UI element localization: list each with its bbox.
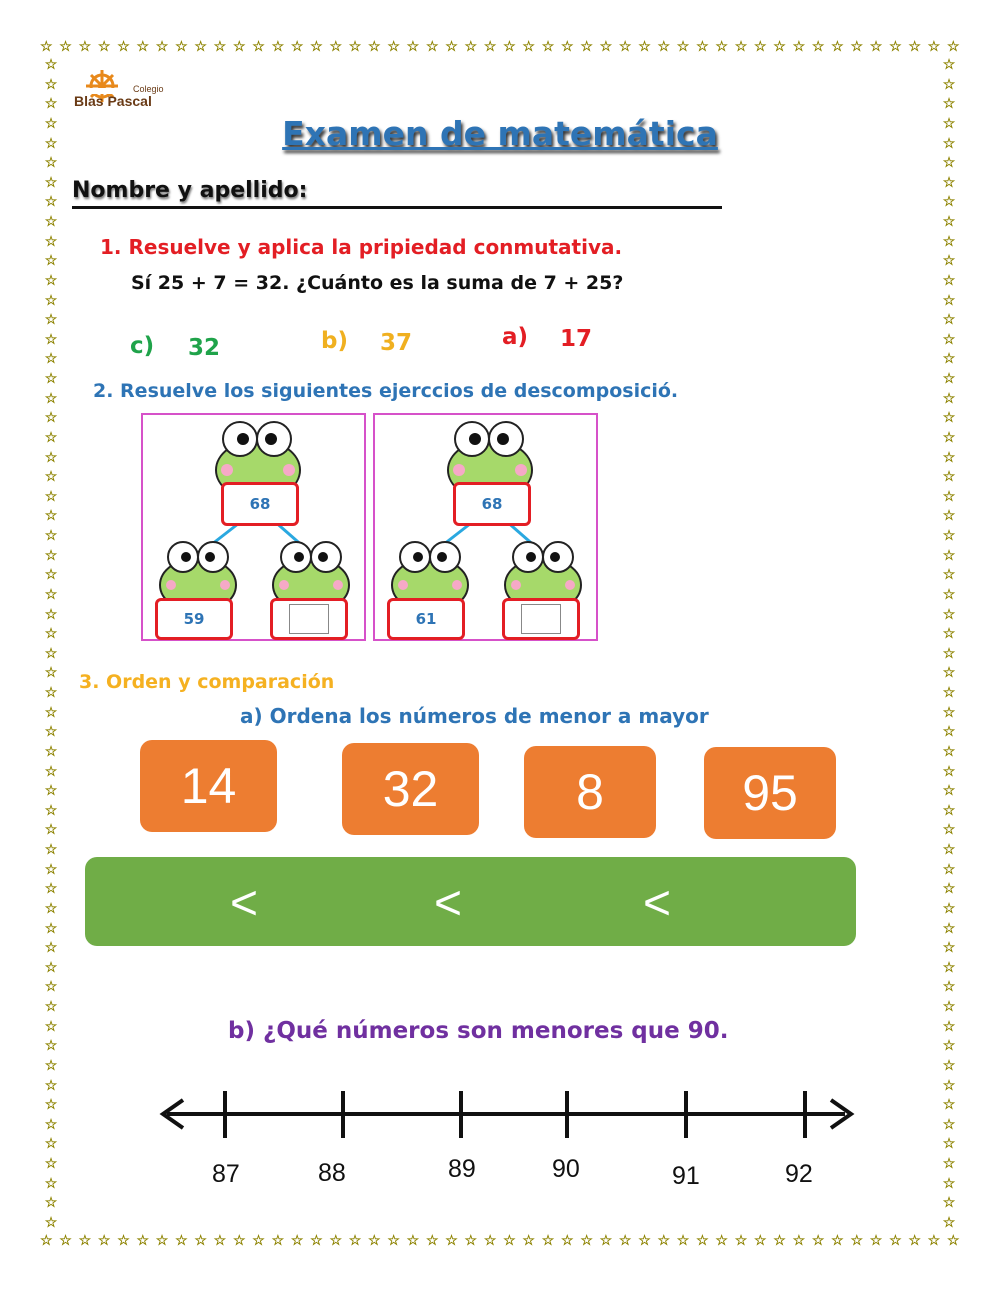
page-title: Examen de matemática	[282, 114, 718, 153]
star-icon: ☆	[425, 1233, 439, 1249]
star-icon: ☆	[44, 743, 58, 760]
star-icon: ☆	[44, 155, 58, 172]
star-icon: ☆	[44, 174, 58, 191]
star-icon: ☆	[483, 1233, 497, 1249]
star-border-left	[40, 58, 62, 1230]
star-icon: ☆	[44, 783, 58, 800]
star-icon: ☆	[117, 39, 130, 55]
star-icon: ☆	[657, 39, 671, 55]
star-icon: ☆	[942, 174, 956, 191]
star-icon: ☆	[942, 763, 956, 780]
star-icon: ☆	[44, 665, 58, 682]
star-icon: ☆	[811, 1233, 825, 1249]
star-icon: ☆	[753, 39, 767, 55]
star-icon: ☆	[942, 194, 956, 211]
number-line	[155, 1085, 860, 1145]
star-icon: ☆	[942, 645, 956, 662]
star-icon: ☆	[464, 1233, 478, 1249]
star-icon: ☆	[290, 39, 304, 55]
star-icon: ☆	[869, 39, 883, 55]
star-icon: ☆	[942, 57, 956, 73]
star-icon: ☆	[44, 1175, 58, 1192]
star-icon: ☆	[946, 39, 960, 55]
star-icon: ☆	[942, 429, 956, 446]
number-tile-14[interactable]: 14	[140, 740, 277, 832]
star-icon: ☆	[44, 410, 58, 427]
numline-label-91[interactable]: 91	[672, 1162, 700, 1190]
star-icon: ☆	[44, 1156, 58, 1172]
star-icon: ☆	[811, 39, 825, 55]
star-icon: ☆	[44, 704, 58, 721]
star-icon: ☆	[310, 39, 323, 55]
star-icon: ☆	[44, 429, 58, 446]
star-icon: ☆	[618, 1233, 632, 1249]
star-icon: ☆	[715, 1233, 728, 1249]
star-icon: ☆	[329, 1233, 343, 1249]
ordering-drop-zone[interactable]	[85, 857, 856, 946]
star-icon: ☆	[464, 39, 478, 55]
star-icon: ☆	[942, 547, 956, 564]
star-icon: ☆	[44, 1195, 58, 1212]
star-icon: ☆	[97, 39, 111, 55]
star-icon: ☆	[44, 567, 58, 584]
star-icon: ☆	[753, 1233, 767, 1249]
star-icon: ☆	[503, 1233, 516, 1249]
star-icon: ☆	[942, 724, 956, 741]
star-icon: ☆	[425, 39, 439, 55]
star-icon: ☆	[136, 39, 150, 55]
star-icon: ☆	[44, 76, 58, 93]
star-icon: ☆	[44, 1077, 58, 1094]
star-icon: ☆	[44, 57, 58, 73]
star-icon: ☆	[618, 39, 632, 55]
star-icon: ☆	[44, 1018, 58, 1035]
star-icon: ☆	[927, 1233, 941, 1249]
star-icon: ☆	[942, 528, 956, 544]
option-c-value[interactable]: 32	[188, 335, 221, 361]
star-icon: ☆	[44, 331, 58, 348]
star-icon: ☆	[44, 842, 58, 858]
option-a-letter[interactable]: a)	[502, 324, 529, 350]
star-icon: ☆	[445, 1233, 458, 1249]
tree-2-answer-input[interactable]	[521, 604, 561, 634]
star-icon: ☆	[561, 1233, 574, 1249]
numline-label-88[interactable]: 88	[318, 1159, 346, 1187]
star-icon: ☆	[329, 39, 343, 55]
star-icon: ☆	[136, 1233, 150, 1249]
star-icon: ☆	[850, 1233, 864, 1249]
star-icon: ☆	[348, 1233, 362, 1249]
star-icon: ☆	[942, 979, 956, 996]
star-icon: ☆	[44, 979, 58, 996]
star-icon: ☆	[942, 115, 956, 132]
star-icon: ☆	[44, 115, 58, 132]
star-icon: ☆	[942, 253, 956, 270]
star-icon: ☆	[676, 39, 690, 55]
star-icon: ☆	[44, 1038, 58, 1055]
star-icon: ☆	[44, 920, 58, 937]
star-icon: ☆	[44, 528, 58, 544]
star-icon: ☆	[44, 586, 58, 603]
star-icon: ☆	[59, 1233, 72, 1249]
star-icon: ☆	[657, 1233, 671, 1249]
star-icon: ☆	[44, 96, 58, 113]
star-icon: ☆	[942, 233, 956, 250]
star-icon: ☆	[908, 39, 921, 55]
numline-label-87[interactable]: 87	[212, 1160, 240, 1188]
star-icon: ☆	[44, 645, 58, 662]
star-border-bottom	[40, 1230, 960, 1252]
star-icon: ☆	[638, 1233, 651, 1249]
star-icon: ☆	[580, 39, 593, 55]
numline-label-92[interactable]: 92	[785, 1160, 813, 1188]
number-tile-8[interactable]: 8	[524, 746, 656, 838]
star-icon: ☆	[908, 1233, 921, 1249]
star-icon: ☆	[599, 1233, 613, 1249]
star-icon: ☆	[44, 881, 58, 898]
star-icon: ☆	[942, 665, 956, 682]
star-icon: ☆	[676, 1233, 690, 1249]
star-icon: ☆	[942, 842, 956, 858]
logo-small-text: Colegio	[133, 84, 164, 94]
star-icon: ☆	[599, 39, 613, 55]
star-icon: ☆	[348, 39, 362, 55]
star-icon: ☆	[942, 1156, 956, 1172]
star-icon: ☆	[580, 1233, 593, 1249]
tree-2-left-number: 61	[387, 598, 465, 640]
star-icon: ☆	[942, 685, 956, 701]
tree-2-right-answer-box[interactable]	[502, 598, 580, 640]
star-icon: ☆	[44, 940, 58, 957]
star-icon: ☆	[942, 586, 956, 603]
star-icon: ☆	[942, 312, 956, 329]
star-icon: ☆	[522, 39, 535, 55]
option-b-value[interactable]: 37	[380, 330, 413, 356]
question-1-statement: Sí 25 + 7 = 32. ¿Cuánto es la suma de 7 + 25?	[131, 272, 624, 294]
star-icon: ☆	[942, 1018, 956, 1035]
star-icon: ☆	[942, 959, 956, 976]
star-icon: ☆	[44, 1136, 58, 1153]
star-icon: ☆	[792, 1233, 806, 1249]
star-icon: ☆	[942, 351, 956, 368]
star-icon: ☆	[44, 1057, 58, 1074]
star-icon: ☆	[942, 390, 956, 407]
star-icon: ☆	[942, 1175, 956, 1192]
star-icon: ☆	[44, 214, 58, 230]
star-icon: ☆	[942, 469, 956, 486]
star-icon: ☆	[942, 1116, 956, 1133]
star-icon: ☆	[942, 135, 956, 152]
star-icon: ☆	[40, 1233, 53, 1249]
option-a-value[interactable]: 17	[560, 326, 593, 352]
name-label: Nombre y apellido:	[72, 178, 308, 203]
star-icon: ☆	[44, 488, 58, 505]
star-icon: ☆	[715, 39, 728, 55]
star-icon: ☆	[942, 900, 956, 917]
star-icon: ☆	[773, 39, 786, 55]
star-icon: ☆	[44, 390, 58, 407]
star-icon: ☆	[310, 1233, 323, 1249]
star-icon: ☆	[942, 606, 956, 623]
question-3-title: 3. Orden y comparación	[79, 671, 335, 693]
question-1-title: 1. Resuelve y aplica la pripiedad conmutativa.	[100, 235, 623, 259]
star-icon: ☆	[638, 39, 651, 55]
star-icon: ☆	[942, 214, 956, 230]
star-icon: ☆	[97, 1233, 111, 1249]
star-icon: ☆	[942, 508, 956, 525]
tree-1-left-number: 59	[155, 598, 233, 640]
star-icon: ☆	[44, 547, 58, 564]
star-icon: ☆	[942, 1077, 956, 1094]
star-icon: ☆	[734, 1233, 748, 1249]
less-than-sign-3: <	[643, 877, 672, 930]
number-tile-95[interactable]: 95	[704, 747, 836, 839]
star-icon: ☆	[44, 959, 58, 976]
less-than-sign-2: <	[434, 877, 463, 930]
star-icon: ☆	[503, 39, 516, 55]
star-icon: ☆	[773, 1233, 786, 1249]
star-icon: ☆	[44, 763, 58, 780]
star-icon: ☆	[44, 685, 58, 701]
star-icon: ☆	[942, 76, 956, 93]
star-icon: ☆	[368, 39, 381, 55]
star-icon: ☆	[44, 900, 58, 917]
logo-name-text: Blas Pascal	[74, 93, 152, 109]
numline-label-90[interactable]: 90	[552, 1155, 580, 1183]
star-icon: ☆	[44, 469, 58, 486]
star-icon: ☆	[44, 194, 58, 211]
star-icon: ☆	[942, 920, 956, 937]
star-icon: ☆	[44, 351, 58, 368]
star-icon: ☆	[271, 1233, 285, 1249]
star-icon: ☆	[942, 802, 956, 819]
star-icon: ☆	[78, 1233, 92, 1249]
star-icon: ☆	[696, 1233, 709, 1249]
star-icon: ☆	[213, 1233, 227, 1249]
star-icon: ☆	[561, 39, 574, 55]
star-icon: ☆	[406, 1233, 420, 1249]
star-icon: ☆	[850, 39, 864, 55]
tree-1-right-answer-box[interactable]	[270, 598, 348, 640]
star-border	[40, 36, 960, 1252]
question-3b-title: b) ¿Qué números son menores que 90.	[228, 1018, 729, 1044]
star-icon: ☆	[942, 371, 956, 387]
numline-label-89[interactable]: 89	[448, 1155, 476, 1183]
star-icon: ☆	[44, 292, 58, 309]
star-icon: ☆	[522, 1233, 535, 1249]
star-icon: ☆	[734, 39, 748, 55]
star-border-top	[40, 36, 960, 58]
star-icon: ☆	[44, 861, 58, 878]
star-icon: ☆	[942, 999, 956, 1015]
star-icon: ☆	[946, 1233, 960, 1249]
star-icon: ☆	[445, 39, 458, 55]
star-icon: ☆	[942, 1038, 956, 1055]
star-icon: ☆	[942, 1057, 956, 1074]
star-icon: ☆	[927, 39, 941, 55]
star-icon: ☆	[387, 1233, 400, 1249]
star-icon: ☆	[942, 704, 956, 721]
star-icon: ☆	[942, 626, 956, 643]
star-icon: ☆	[831, 1233, 844, 1249]
star-icon: ☆	[117, 1233, 130, 1249]
star-icon: ☆	[252, 1233, 265, 1249]
tree-1-answer-input[interactable]	[289, 604, 329, 634]
star-icon: ☆	[252, 39, 265, 55]
tree-1-top-number: 68	[221, 482, 299, 526]
star-icon: ☆	[271, 39, 285, 55]
option-b-letter[interactable]: b)	[321, 328, 348, 354]
star-icon: ☆	[44, 626, 58, 643]
number-tile-32[interactable]: 32	[342, 743, 479, 835]
star-icon: ☆	[942, 861, 956, 878]
star-icon: ☆	[942, 410, 956, 427]
star-icon: ☆	[942, 822, 956, 839]
star-icon: ☆	[368, 1233, 381, 1249]
star-icon: ☆	[40, 39, 53, 55]
star-icon: ☆	[942, 449, 956, 466]
star-icon: ☆	[942, 567, 956, 584]
star-icon: ☆	[44, 999, 58, 1015]
less-than-sign-1: <	[230, 877, 259, 930]
star-icon: ☆	[44, 253, 58, 270]
star-icon: ☆	[889, 39, 902, 55]
star-icon: ☆	[194, 1233, 207, 1249]
star-icon: ☆	[232, 39, 246, 55]
star-icon: ☆	[942, 940, 956, 957]
star-icon: ☆	[942, 1195, 956, 1212]
star-icon: ☆	[194, 39, 207, 55]
star-icon: ☆	[155, 1233, 169, 1249]
star-icon: ☆	[59, 39, 72, 55]
star-icon: ☆	[942, 783, 956, 800]
star-icon: ☆	[942, 1136, 956, 1153]
star-icon: ☆	[942, 331, 956, 348]
star-icon: ☆	[213, 39, 227, 55]
name-input-line[interactable]	[72, 206, 722, 209]
star-icon: ☆	[44, 822, 58, 839]
star-icon: ☆	[696, 39, 709, 55]
star-icon: ☆	[387, 39, 400, 55]
star-icon: ☆	[44, 135, 58, 152]
star-icon: ☆	[541, 39, 555, 55]
star-icon: ☆	[889, 1233, 902, 1249]
star-icon: ☆	[44, 233, 58, 250]
star-icon: ☆	[942, 155, 956, 172]
star-icon: ☆	[942, 1214, 956, 1231]
option-c-letter[interactable]: c)	[130, 333, 155, 359]
star-icon: ☆	[869, 1233, 883, 1249]
star-icon: ☆	[792, 39, 806, 55]
star-icon: ☆	[541, 1233, 555, 1249]
star-icon: ☆	[290, 1233, 304, 1249]
star-icon: ☆	[44, 371, 58, 387]
star-icon: ☆	[44, 1116, 58, 1133]
star-icon: ☆	[44, 606, 58, 623]
question-2-title: 2. Resuelve los siguientes ejerccios de descomposició.	[93, 380, 679, 402]
star-icon: ☆	[406, 39, 420, 55]
star-icon: ☆	[44, 508, 58, 525]
star-icon: ☆	[232, 1233, 246, 1249]
star-icon: ☆	[78, 39, 92, 55]
star-icon: ☆	[44, 802, 58, 819]
star-icon: ☆	[44, 724, 58, 741]
star-icon: ☆	[831, 39, 844, 55]
question-3a-title: a) Ordena los números de menor a mayor	[240, 704, 709, 728]
star-icon: ☆	[483, 39, 497, 55]
star-icon: ☆	[942, 272, 956, 289]
star-icon: ☆	[44, 449, 58, 466]
star-icon: ☆	[175, 39, 188, 55]
star-icon: ☆	[155, 39, 169, 55]
star-icon: ☆	[44, 272, 58, 289]
star-icon: ☆	[942, 1097, 956, 1114]
star-icon: ☆	[942, 292, 956, 309]
star-icon: ☆	[44, 1097, 58, 1114]
star-icon: ☆	[942, 881, 956, 898]
star-border-right	[938, 58, 960, 1230]
star-icon: ☆	[942, 96, 956, 113]
tree-2-top-number: 68	[453, 482, 531, 526]
star-icon: ☆	[175, 1233, 188, 1249]
star-icon: ☆	[942, 743, 956, 760]
star-icon: ☆	[44, 312, 58, 329]
star-icon: ☆	[942, 488, 956, 505]
star-icon: ☆	[44, 1214, 58, 1231]
